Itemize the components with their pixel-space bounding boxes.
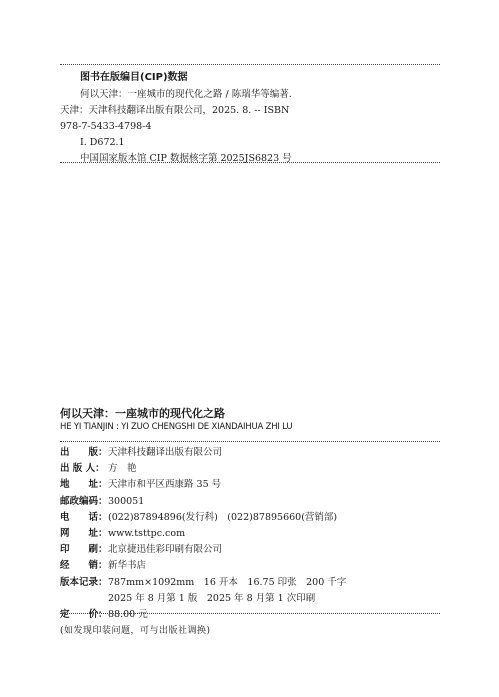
edition-record-value-2: 2025 年 8 月第 1 版 2025 年 8 月第 1 次印刷 — [108, 592, 316, 604]
cip-line-classification: I. D672.1 — [80, 137, 125, 148]
book-title-block — [60, 406, 440, 434]
cip-line-title: 何以天津：一座城市的现代化之路 / 陈瑞华等编著. — [80, 89, 292, 100]
postcode-value: 300051 — [108, 495, 145, 507]
printer-row — [60, 542, 450, 558]
price-row — [60, 607, 450, 623]
misprint-notice: (如发现印装问题，可与出版社调换) — [60, 626, 211, 636]
cip-line-publisher: 天津：天津科技翻译出版有限公司，2025. 8. -- ISBN — [60, 105, 290, 116]
address-label: 地 址： — [60, 479, 108, 491]
printer-label: 印 刷： — [60, 544, 108, 556]
edition-record-continuation-row — [60, 591, 450, 607]
website-label: 网 址： — [60, 528, 108, 540]
price-label: 定 价： — [60, 609, 108, 621]
top-divider — [60, 64, 440, 65]
distributor-value: 新华书店 — [108, 560, 147, 572]
publisher-label: 出 版： — [60, 447, 108, 458]
title-divider — [60, 441, 440, 442]
book-title-pinyin: HE YI TIANJIN : YI ZUO CHENGSHI DE XIANDAIHUA ZHI LU — [60, 422, 293, 432]
postcode-row — [60, 494, 450, 510]
address-row — [60, 477, 450, 493]
issuer-row — [60, 461, 450, 477]
publisher-row — [60, 445, 450, 461]
address-value: 天津市和平区西康路 35 号 — [108, 479, 222, 491]
phone-label: 电 话： — [60, 511, 108, 523]
phone-value: (022)87894896(发行科) (022)87895660(营销部) — [108, 511, 338, 523]
book-title-chinese: 何以天津：一座城市的现代化之路 — [60, 407, 225, 420]
cip-heading: 图书在版编目(CIP)数据 — [80, 72, 188, 83]
cip-data-block — [60, 70, 440, 167]
cip-bottom-divider — [60, 162, 440, 163]
printer-value: 北京捷迅佳彩印刷有限公司 — [108, 544, 223, 556]
price-value: 88.00 元 — [108, 609, 148, 621]
issuer-label: 出 版 人： — [60, 463, 105, 475]
issuer-value: 方 艳 — [108, 463, 137, 475]
postcode-label: 邮政编码： — [60, 495, 108, 507]
phone-row — [60, 510, 450, 526]
website-row — [60, 526, 450, 542]
cip-line-isbn: 978-7-5433-4798-4 — [60, 121, 152, 132]
distributor-label: 经 销： — [60, 560, 108, 572]
publication-info — [60, 445, 450, 623]
edition-record-row — [60, 575, 450, 591]
publisher-value: 天津科技翻译出版有限公司 — [108, 447, 223, 458]
cip-line-record-number: 中国国家版本馆 CIP 数据核字第 2025JS6823 号 — [80, 153, 292, 164]
distributor-row — [60, 558, 450, 574]
edition-record-value: 787mm×1092mm 16 开本 16.75 印张 200 千字 — [108, 576, 347, 588]
info-bottom-divider — [60, 613, 440, 614]
website-value: www.tsttpc.com — [108, 528, 186, 540]
edition-record-label: 版本记录： — [60, 576, 108, 588]
